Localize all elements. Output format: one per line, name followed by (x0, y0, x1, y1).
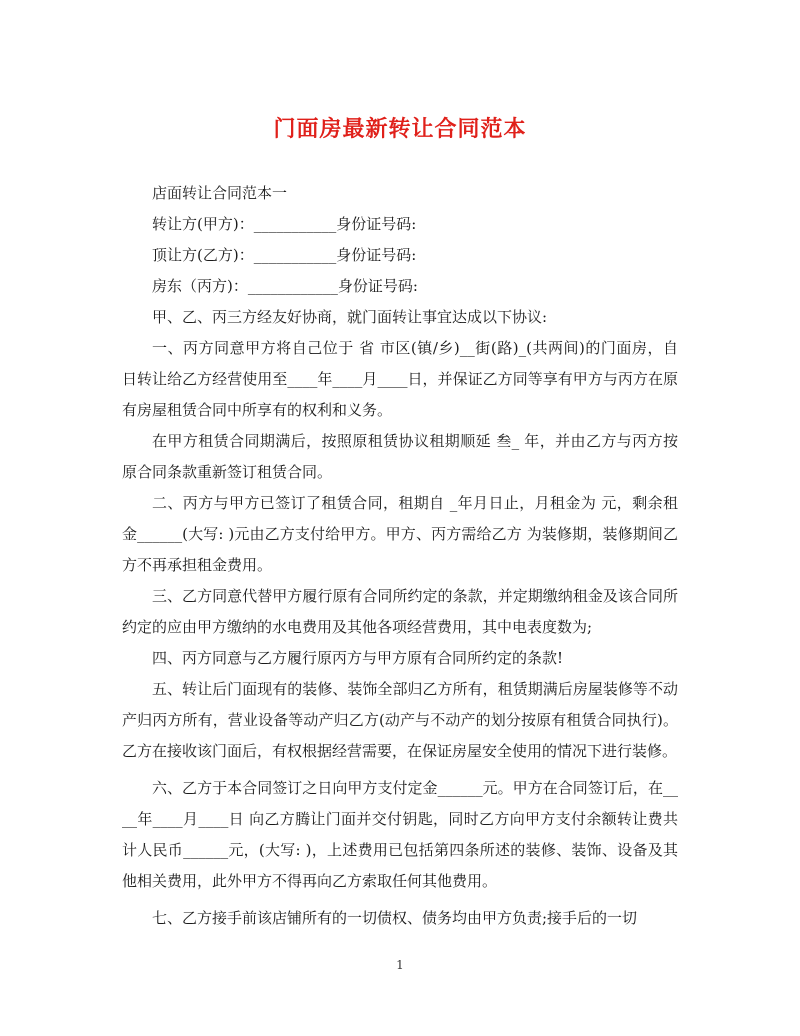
paragraph-party-c: 房东（丙方)：____________身份证号码: (152, 277, 418, 295)
paragraph-clause-2: 二、丙方与甲方已签订了租赁合同，租期自 _年月日止，月租金为 元，剩余租金______(大写: )元由乙方支付给甲方。甲方、丙方需给乙方 为装修期，装修期间乙方不再承担租金费用。 (122, 494, 678, 574)
paragraph-clause-3: 三、乙方同意代替甲方履行原有合同所约定的条款，并定期缴纳租金及该合同所约定的应由甲方缴纳的水电费用及其他各项经营费用，其中电表度数为; (122, 587, 678, 636)
paragraph-party-a: 转让方(甲方)：___________身份证号码: (152, 215, 417, 233)
paragraph-clause-6: 六、乙方于本合同签订之日向甲方支付定金______元。甲方在合同签订后，在____年____月____日 向乙方腾让门面并交付钥匙，同时乙方向甲方支付余额转让费共计人民币______元，(大写: )，上述费用已包括第四条所述的装修、装饰、设备及其他相关费用，此外甲方不得再向乙方索取任何其他费用。 (122, 779, 678, 890)
paragraph-party-b: 顶让方(乙方)：___________身份证号码: (152, 246, 417, 264)
document-title: 门面房最新转让合同范本 (273, 117, 527, 142)
document-body (122, 178, 678, 934)
paragraph-clause-7: 七、乙方接手前该店铺所有的一切债权、债务均由甲方负责;接手后的一切 (152, 909, 638, 927)
paragraph-clause-1: 一、丙方同意甲方将自己位于 省 市区(镇/乡)__街(路)_(共两间)的门面房，自 日转让给乙方经营使用至____年____月____日，并保证乙方同等享有甲方与丙方在原有房屋租赁合同中所享有的权利和义务。 (122, 339, 678, 419)
paragraph-clause-5: 五、转让后门面现有的装修、装饰全部归乙方所有，租赁期满后房屋装修等不动产归丙方所有，营业设备等动产归乙方(动产与不动产的划分按原有租赁合同执行)。乙方在接收该门面后，有权根据经营需要，在保证房屋安全使用的情况下进行装修。 (122, 680, 678, 760)
page-number: 1 (396, 958, 404, 972)
paragraph-clause-1-extension: 在甲方租赁合同期满后，按照原租赁协议租期顺延 叁_ 年，并由乙方与丙方按原合同条款重新签订租赁合同。 (122, 432, 678, 481)
paragraph-preamble: 甲、乙、丙三方经友好协商，就门面转让事宜达成以下协议: (152, 308, 548, 326)
paragraph-clause-4: 四、丙方同意与乙方履行原丙方与甲方原有合同所约定的条款! (152, 649, 564, 667)
paragraph-heading: 店面转让合同范本一 (152, 184, 288, 202)
